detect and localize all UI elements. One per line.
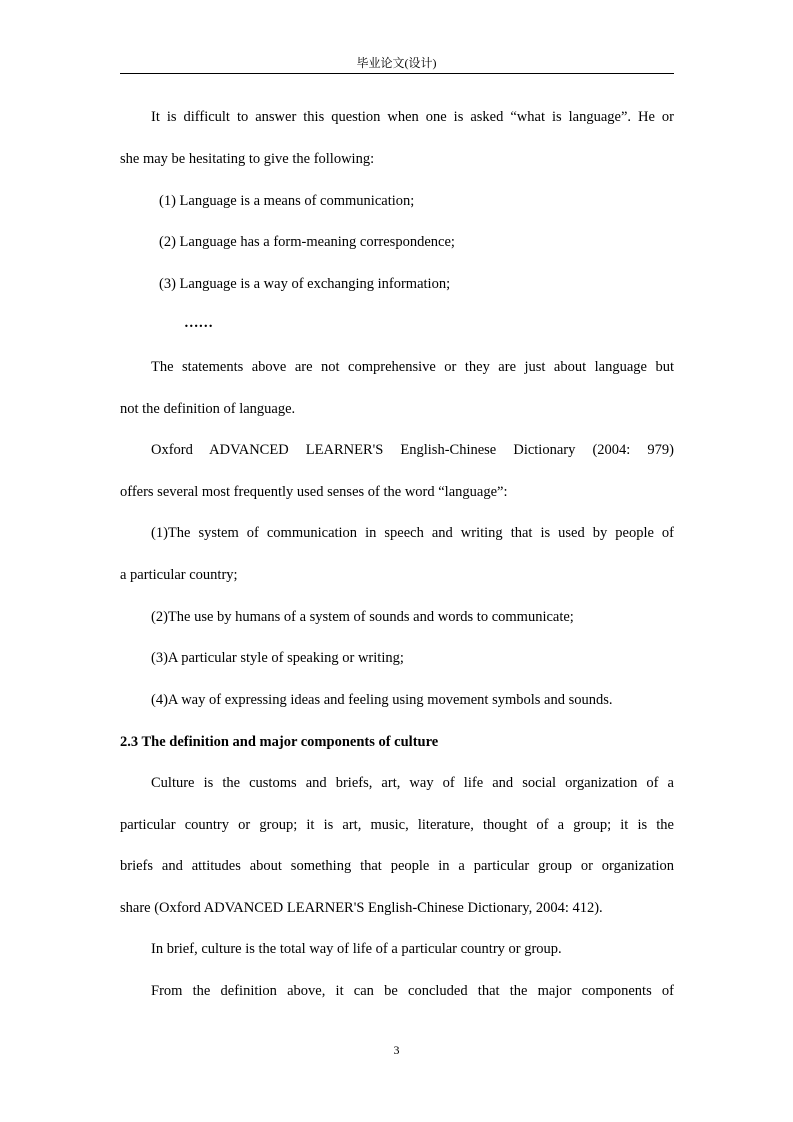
paragraph-line: not the definition of language. bbox=[120, 401, 296, 417]
definition-item: (1)The system of communication in speech and writing that is used by people of bbox=[151, 525, 674, 541]
definition-item: (4)A way of expressing ideas and feeling using movement symbols and sounds. bbox=[151, 692, 613, 708]
header-title: 毕业论文(设计) bbox=[356, 56, 437, 70]
paragraph-line: It is difficult to answer this question when one is asked “what is language”. He or bbox=[151, 109, 674, 125]
paragraph-line: Culture is the customs and briefs, art, way of life and social organization of a bbox=[151, 775, 674, 791]
paragraph-line: briefs and attitudes about something that people in a particular group or organization bbox=[120, 858, 674, 874]
paragraph-line: In brief, culture is the total way of life of a particular country or group. bbox=[151, 941, 562, 957]
definition-item: a particular country; bbox=[120, 567, 238, 583]
list-ellipsis: …… bbox=[184, 315, 213, 331]
paragraph-line: The statements above are not comprehensive or they are just about language but bbox=[151, 359, 674, 375]
definition-item: (2)The use by humans of a system of sounds and words to communicate; bbox=[151, 609, 574, 625]
paragraph-line: Oxford ADVANCED LEARNER'S English-Chinese Dictionary (2004: 979) bbox=[151, 442, 674, 458]
page-number: 3 bbox=[393, 1043, 400, 1057]
paragraph-line: offers several most frequently used senses of the word “language”: bbox=[120, 484, 508, 500]
list-item: (2) Language has a form-meaning correspondence; bbox=[159, 234, 455, 250]
paragraph-line: share (Oxford ADVANCED LEARNER'S English-Chinese Dictionary, 2004: 412). bbox=[120, 900, 603, 916]
list-item: (1) Language is a means of communication; bbox=[159, 193, 415, 209]
paragraph-line: she may be hesitating to give the following: bbox=[120, 151, 375, 167]
list-item: (3) Language is a way of exchanging information; bbox=[159, 276, 451, 292]
paragraph-line: From the definition above, it can be concluded that the major components of bbox=[151, 983, 674, 999]
header-divider bbox=[120, 73, 674, 74]
section-heading: 2.3 The definition and major components of culture bbox=[120, 734, 439, 750]
paragraph-line: particular country or group; it is art, music, literature, thought of a group; it is the bbox=[120, 817, 674, 833]
definition-item: (3)A particular style of speaking or writing; bbox=[151, 650, 404, 666]
